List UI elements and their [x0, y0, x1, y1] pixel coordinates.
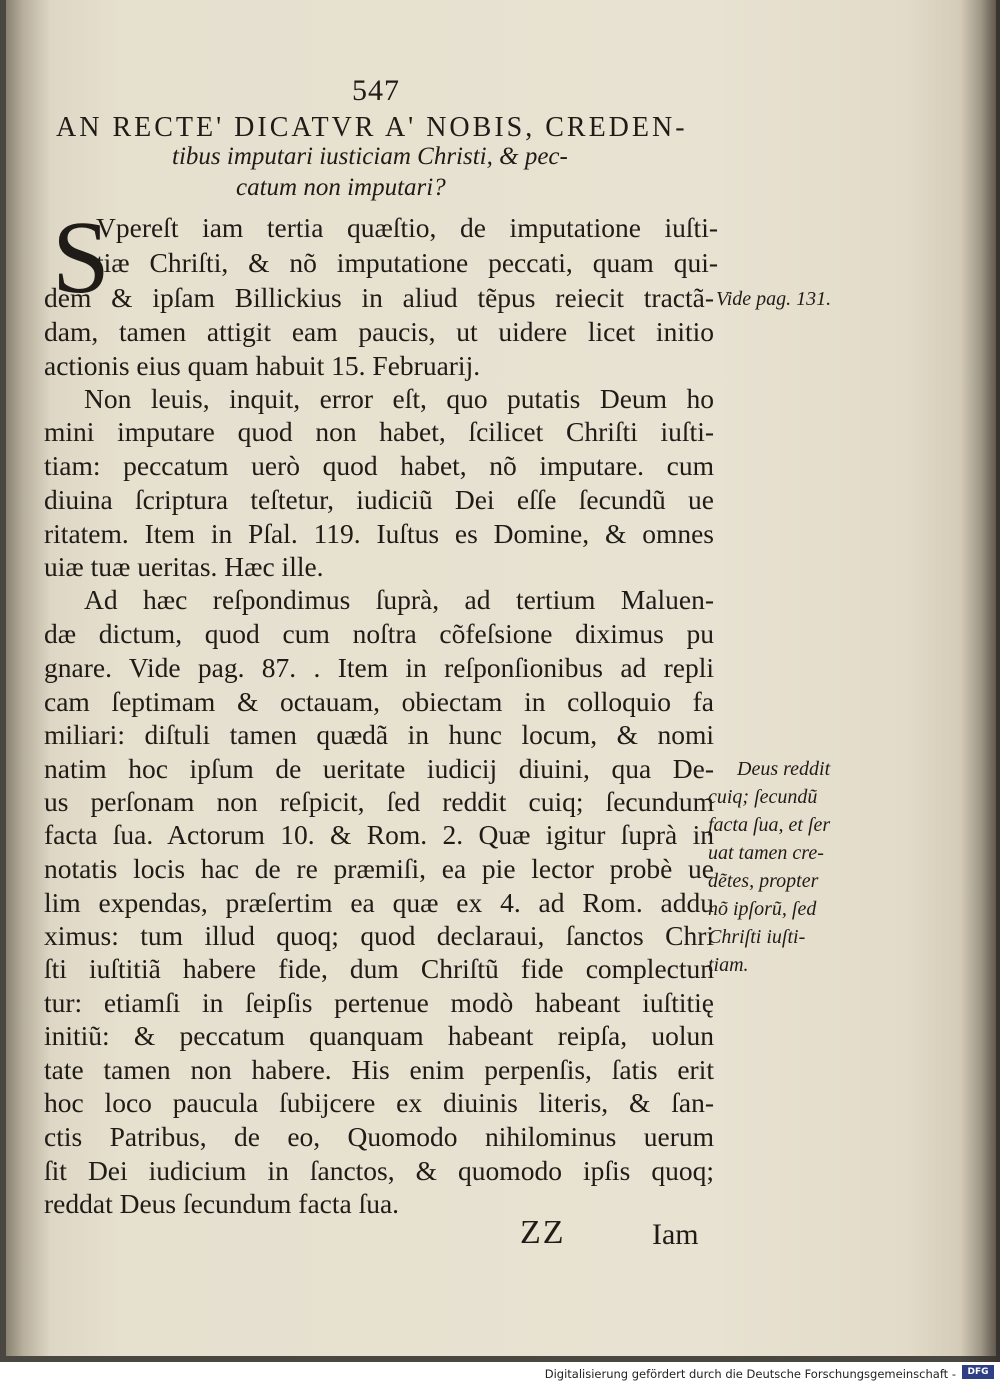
margin-note-line: tiam.: [708, 954, 749, 976]
body-line: Vpereſt iam tertia quæſtio, de imputatione iuſti-: [96, 212, 718, 243]
body-line: actionis eius quam habuit 15. Februarij.: [44, 350, 481, 381]
body-line: ritatem. Item in Pſal. 119. Iuſtus es Domine, & omnes: [44, 518, 714, 549]
margin-note-reference: Vide pag. 131.: [716, 288, 832, 310]
body-line: tate tamen non habere. His enim perpenſis, ſatis erit: [44, 1054, 714, 1085]
page-number: 547: [352, 74, 400, 107]
body-line: tur: etiamſi in ſeipſis pertenue modò habeant iuſtitię: [44, 987, 714, 1018]
body-line: natim hoc ipſum de ueritate iudicij diuini, qua De-: [44, 753, 714, 784]
signature-mark: ZZ: [520, 1214, 566, 1251]
chapter-title: AN RECTE' DICATVR A' NOBIS, CREDEN-: [56, 112, 688, 143]
body-line: cam ſeptimam & octauam, obiectam in colloquio fa: [44, 686, 714, 717]
body-line: lim expendas, præſertim ea quæ ex 4. ad Rom. addu: [44, 887, 714, 918]
body-line: dæ dictum, quod cum noſtra cõfeſsione diximus pu: [44, 618, 714, 649]
margin-note-line: Chriſti iuſti-: [708, 926, 806, 948]
body-line: uiæ tuæ ueritas. Hæc ille.: [44, 551, 324, 582]
body-line: tiæ Chriſti, & nõ imputatione peccati, quam qui-: [96, 247, 718, 278]
margin-note-line: facta ſua, et ſer: [708, 814, 831, 836]
body-line: miliari: diſtuli tamen quædã in hunc locum, & nomi: [44, 719, 714, 750]
dfg-logo: DFG: [962, 1365, 994, 1379]
margin-note-line: cuiq; ſecundũ: [708, 786, 818, 808]
body-line: us perſonam non reſpicit, ſed reddit cuiq; ſecundum: [44, 786, 714, 817]
body-line: gnare. Vide pag. 87. . Item in reſponſionibus ad repli: [44, 652, 714, 683]
body-line: hoc loco paucula ſubijcere ex diuinis literis, & ſan-: [44, 1087, 714, 1118]
body-line: reddat Deus ſecundum facta ſua.: [44, 1188, 400, 1219]
body-line: dem & ipſam Billickius in aliud tẽpus reiecit tractã-: [44, 282, 714, 313]
margin-note-line: Deus reddit: [737, 758, 831, 780]
body-line: dam, tamen attigit eam paucis, ut uidere licet initio: [44, 316, 714, 347]
body-line: initiũ: & peccatum quanquam habeant reipſa, uolun: [44, 1020, 714, 1051]
margin-note-line: nõ ipſorũ, ſed: [708, 898, 817, 920]
chapter-subtitle-line-1: tibus imputari iusticiam Christi, & pec-: [172, 143, 568, 170]
margin-note-line: uat tamen cre-: [708, 842, 824, 864]
funding-credit: Digitalisierung gefördert durch die Deutsche Forschungsgemeinschaft -: [544, 1367, 956, 1381]
body-line: facta ſua. Actorum 10. & Rom. 2. Quæ igitur ſuprà in: [44, 819, 714, 850]
margin-note-line: dẽtes, propter: [708, 870, 819, 892]
body-line: Ad hæc reſpondimus ſuprà, ad tertium Maluen-: [84, 584, 714, 615]
body-line: tiam: peccatum uerò quod habet, nõ imputare. cum: [44, 450, 714, 481]
body-line: Non leuis, inquit, error eſt, quo putatis Deum ho: [84, 383, 714, 414]
chapter-subtitle-line-2: catum non imputari?: [236, 174, 446, 201]
body-line: ximus: tum illud quoq; quod declaraui, ſanctos Chri: [44, 920, 714, 951]
drop-cap: S: [52, 200, 110, 315]
body-line: ſti iuſtitiã habere fide, dum Chriſtũ fide complectun: [44, 953, 714, 984]
body-line: notatis locis hac de re præmiſi, ea pie lector probè ue: [44, 853, 714, 884]
body-line: ctis Patribus, de eo, Quomodo nihilominus uerum: [44, 1121, 714, 1152]
catchword: Iam: [652, 1218, 699, 1251]
body-line: diuina ſcriptura teſtetur, iudiciũ Dei eſſe ſecundũ ue: [44, 484, 714, 515]
body-line: mini imputare quod non habet, ſcilicet Chriſti iuſti-: [44, 416, 714, 447]
page-edge-shadow: [960, 0, 1000, 1362]
body-line: ſit Dei iudicium in ſanctos, & quomodo ipſis quoq;: [44, 1155, 714, 1186]
